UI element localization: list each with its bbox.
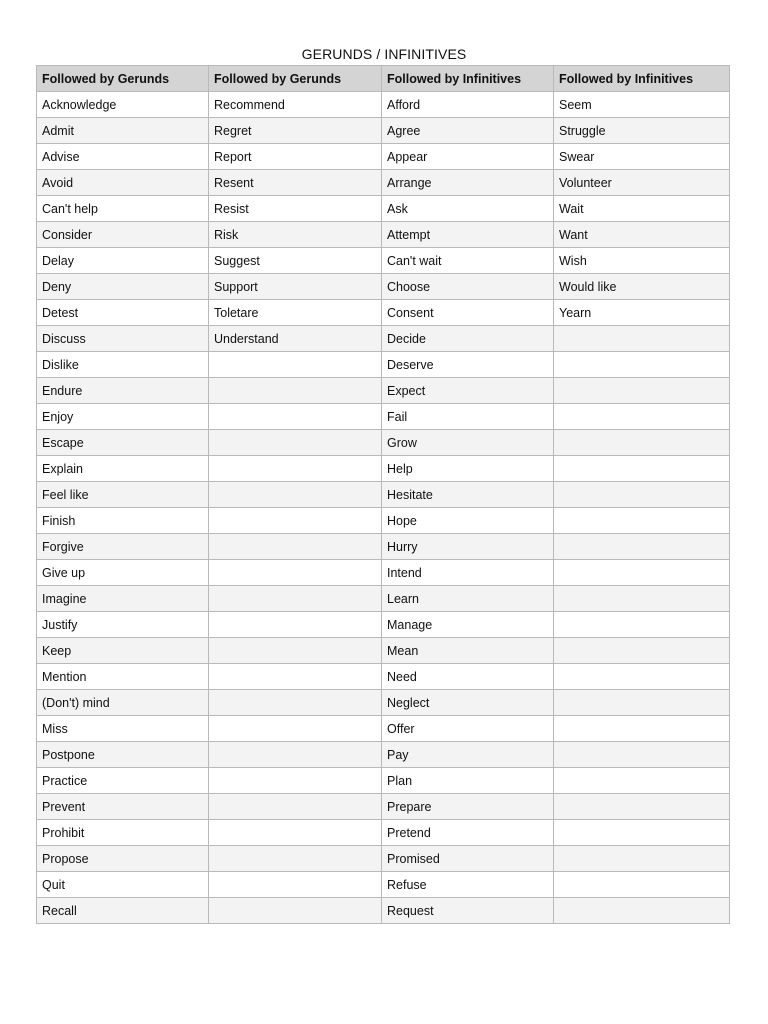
table-body [37,92,730,924]
infinitive-cell: Learn [382,586,554,612]
table-row [37,534,730,560]
infinitive-cell [554,612,730,638]
column-header-infinitives-2: Followed by Infinitives [554,66,730,92]
infinitive-cell: Want [554,222,730,248]
gerund-cell: Postpone [37,742,209,768]
infinitive-cell: Hurry [382,534,554,560]
table-row [37,248,730,274]
gerund-cell [209,586,382,612]
infinitive-cell: Attempt [382,222,554,248]
gerund-cell: (Don't) mind [37,690,209,716]
gerund-cell: Suggest [209,248,382,274]
infinitive-cell [554,664,730,690]
infinitive-cell: Grow [382,430,554,456]
gerund-cell: Endure [37,378,209,404]
infinitive-cell: Consent [382,300,554,326]
column-header-gerunds-1: Followed by Gerunds [37,66,209,92]
infinitive-cell [554,768,730,794]
gerund-cell: Avoid [37,170,209,196]
gerund-cell: Regret [209,118,382,144]
table-row [37,664,730,690]
infinitive-cell [554,326,730,352]
gerund-cell: Dislike [37,352,209,378]
infinitive-cell [554,690,730,716]
gerund-cell [209,456,382,482]
infinitive-cell [554,560,730,586]
gerund-cell: Justify [37,612,209,638]
infinitive-cell: Appear [382,144,554,170]
infinitive-cell: Expect [382,378,554,404]
gerund-cell: Toletare [209,300,382,326]
table-row [37,768,730,794]
infinitive-cell: Wait [554,196,730,222]
infinitive-cell: Neglect [382,690,554,716]
infinitive-cell: Afford [382,92,554,118]
table-row [37,560,730,586]
infinitive-cell [554,586,730,612]
infinitive-cell: Pay [382,742,554,768]
infinitive-cell [554,742,730,768]
infinitive-cell: Prepare [382,794,554,820]
gerund-cell [209,742,382,768]
infinitive-cell [554,352,730,378]
infinitive-cell: Promised [382,846,554,872]
gerund-cell: Practice [37,768,209,794]
infinitive-cell: Volunteer [554,170,730,196]
table-row [37,170,730,196]
infinitive-cell: Intend [382,560,554,586]
infinitive-cell: Offer [382,716,554,742]
table-row [37,326,730,352]
page-title: GERUNDS / INFINITIVES [301,46,467,62]
table-row [37,612,730,638]
column-header-infinitives-1: Followed by Infinitives [382,66,554,92]
infinitive-cell [554,456,730,482]
gerund-cell: Consider [37,222,209,248]
infinitive-cell [554,430,730,456]
gerund-cell: Detest [37,300,209,326]
infinitive-cell: Ask [382,196,554,222]
infinitive-cell: Hesitate [382,482,554,508]
gerund-cell: Delay [37,248,209,274]
gerund-cell: Recommend [209,92,382,118]
infinitive-cell [554,534,730,560]
infinitive-cell: Wish [554,248,730,274]
infinitive-cell: Manage [382,612,554,638]
gerund-cell [209,378,382,404]
gerund-cell [209,794,382,820]
gerund-cell: Resist [209,196,382,222]
gerund-cell: Enjoy [37,404,209,430]
gerund-cell [209,508,382,534]
gerund-cell: Recall [37,898,209,924]
gerund-cell [209,404,382,430]
infinitive-cell: Arrange [382,170,554,196]
table-row [37,378,730,404]
gerund-cell: Give up [37,560,209,586]
infinitive-cell: Hope [382,508,554,534]
gerund-cell [209,352,382,378]
infinitive-cell [554,820,730,846]
gerund-cell [209,482,382,508]
gerund-cell: Prevent [37,794,209,820]
gerund-cell: Advise [37,144,209,170]
table-row [37,222,730,248]
infinitive-cell: Seem [554,92,730,118]
gerund-cell: Admit [37,118,209,144]
gerund-cell: Keep [37,638,209,664]
infinitive-cell: Yearn [554,300,730,326]
infinitive-cell: Can't wait [382,248,554,274]
table-row [37,144,730,170]
gerund-cell [209,690,382,716]
gerund-cell [209,560,382,586]
gerund-cell: Can't help [37,196,209,222]
gerund-cell: Forgive [37,534,209,560]
gerund-cell: Finish [37,508,209,534]
gerunds-infinitives-table [36,65,730,924]
infinitive-cell: Swear [554,144,730,170]
gerund-cell: Miss [37,716,209,742]
infinitive-cell: Would like [554,274,730,300]
infinitive-cell: Pretend [382,820,554,846]
infinitive-cell [554,716,730,742]
gerund-cell: Feel like [37,482,209,508]
table-header-row [37,66,730,92]
gerund-cell [209,820,382,846]
gerund-cell: Quit [37,872,209,898]
gerund-cell [209,664,382,690]
infinitive-cell [554,846,730,872]
infinitive-cell [554,404,730,430]
column-header-gerunds-2: Followed by Gerunds [209,66,382,92]
gerund-cell: Prohibit [37,820,209,846]
infinitive-cell: Choose [382,274,554,300]
table-row [37,508,730,534]
gerund-cell: Resent [209,170,382,196]
gerund-cell: Discuss [37,326,209,352]
table-row [37,118,730,144]
infinitive-cell: Fail [382,404,554,430]
table-row [37,742,730,768]
gerund-cell: Mention [37,664,209,690]
infinitive-cell [554,638,730,664]
infinitive-cell [554,794,730,820]
infinitive-cell [554,508,730,534]
infinitive-cell: Deserve [382,352,554,378]
table-row [37,300,730,326]
gerund-cell: Report [209,144,382,170]
table-row [37,898,730,924]
gerund-cell [209,612,382,638]
gerund-cell [209,716,382,742]
table-row [37,586,730,612]
infinitive-cell [554,378,730,404]
gerund-cell: Imagine [37,586,209,612]
table-row [37,638,730,664]
gerund-cell: Support [209,274,382,300]
gerund-cell [209,638,382,664]
gerund-cell: Deny [37,274,209,300]
infinitive-cell: Mean [382,638,554,664]
infinitive-cell [554,872,730,898]
table-row [37,872,730,898]
table-row [37,482,730,508]
table-row [37,92,730,118]
gerund-cell: Acknowledge [37,92,209,118]
infinitive-cell: Need [382,664,554,690]
infinitive-cell [554,482,730,508]
table-row [37,716,730,742]
gerund-cell [209,846,382,872]
table-row [37,352,730,378]
gerund-cell [209,768,382,794]
gerund-cell [209,534,382,560]
table-row [37,404,730,430]
gerund-cell: Explain [37,456,209,482]
table-row [37,794,730,820]
gerund-cell: Understand [209,326,382,352]
table-row [37,274,730,300]
table-row [37,820,730,846]
infinitive-cell: Agree [382,118,554,144]
gerund-cell [209,430,382,456]
gerund-cell [209,872,382,898]
infinitive-cell: Decide [382,326,554,352]
gerund-cell: Risk [209,222,382,248]
gerund-cell: Escape [37,430,209,456]
table-row [37,456,730,482]
table-row [37,196,730,222]
infinitive-cell: Help [382,456,554,482]
infinitive-cell: Request [382,898,554,924]
gerund-cell: Propose [37,846,209,872]
table-row [37,690,730,716]
gerund-cell [209,898,382,924]
table-row [37,846,730,872]
infinitive-cell: Refuse [382,872,554,898]
table-row [37,430,730,456]
infinitive-cell: Plan [382,768,554,794]
infinitive-cell [554,898,730,924]
infinitive-cell: Struggle [554,118,730,144]
